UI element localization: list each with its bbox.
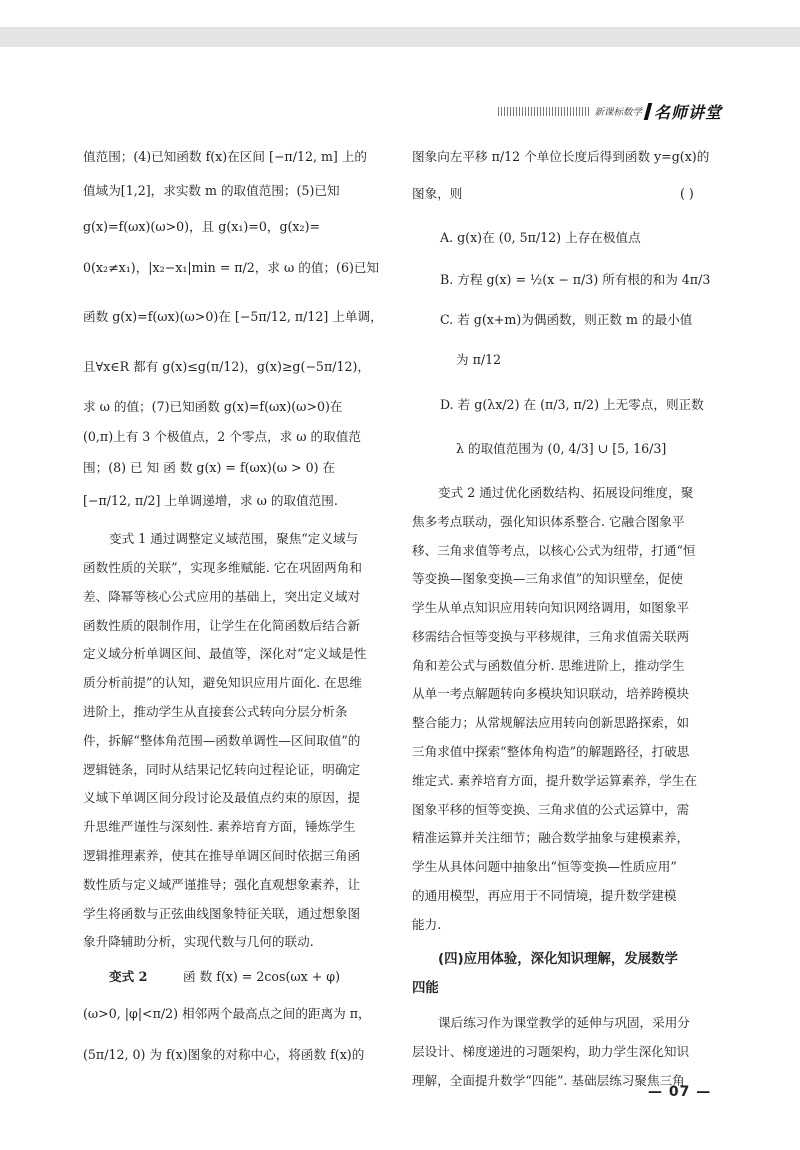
- text-line: (0,π)上有 3 个极值点，2 个零点，求 ω 的取值范: [83, 429, 361, 444]
- top-band: [0, 27, 800, 47]
- text-line: 围；(8) 已 知 函 数 g(x) = f(ωx)(ω > 0) 在: [83, 460, 336, 475]
- header-title: 名师讲堂: [653, 102, 722, 122]
- text-line: 焦多考点联动，强化知识体系整合. 它融合图象平: [412, 514, 685, 529]
- text-line: 函 数 f(x) = 2cos(ωx + φ): [183, 969, 341, 984]
- text-line: (ω>0, |φ|<π/2) 相邻两个最高点之间的距离为 π，: [83, 1006, 371, 1021]
- text-line: 定义域分析单调区间、最值等，深化对“定义域是性: [83, 646, 367, 661]
- text-line: 学生从具体问题中抽象出“恒等变换—性质应用”: [412, 859, 677, 874]
- variant-label: 变式 2: [109, 969, 148, 984]
- option-a: A. g(x)在 (0, 5π/12) 上存在极值点: [440, 230, 641, 245]
- text-line: 移需结合恒等变换与平移规律，三角求值需关联两: [412, 629, 690, 644]
- text-line: 函数 g(x)=f(ωx)(ω>0)在 [−5π/12, π/12] 上单调，: [83, 309, 383, 324]
- text-line: 角和差公式与函数值分析. 思维进阶上，推动学生: [412, 658, 685, 673]
- text-line: 0(x₂≠x₁)，|x₂−x₁|min = π/2，求 ω 的值；(6)已知: [83, 260, 380, 275]
- text-line: 层设计、梯度递进的习题架构，助力学生深化知识: [412, 1044, 690, 1059]
- text-line: 课后练习作为课堂教学的延伸与巩固，采用分: [438, 1015, 690, 1030]
- text-line: 件，拆解“整体角范围—函数单调性—区间取值”的: [83, 733, 361, 748]
- text-line: 的通用模型，再应用于不同情境，提升数学建模: [412, 888, 677, 903]
- text-line: 移、三角求值等考点，以核心公式为纽带，打通“恒: [412, 543, 696, 558]
- running-header: [498, 100, 722, 122]
- text-line: 图象，则: [412, 186, 463, 201]
- text-line: 函数性质的限制作用，让学生在化简函数后结合新: [83, 618, 361, 633]
- page-number: — 07 —: [648, 1084, 712, 1100]
- header-divider: [644, 103, 653, 120]
- text-line: 能力.: [412, 917, 442, 932]
- section-heading-cont: 四能: [412, 981, 439, 996]
- text-line: 整合能力；从常规解法应用转向创新思路探索，如: [412, 715, 690, 730]
- text-line: 函数性质的关联”，实现多维赋能. 它在巩固两角和: [83, 560, 362, 575]
- text-line: 升思维严谨性与深刻性. 素养培育方面，锤炼学生: [83, 819, 356, 834]
- text-line: 图象向左平移 π/12 个单位长度后得到函数 y=g(x)的: [412, 149, 710, 164]
- text-line: 从单一考点解题转向多模块知识联动，培养跨模块: [412, 686, 690, 701]
- text-line: 逻辑链条，同时从结果记忆转向过程论证，明确定: [83, 762, 361, 777]
- text-line: 进阶上，推动学生从直接套公式转向分层分析条: [83, 704, 348, 719]
- text-line: 变式 2 通过优化函数结构、拓展设问维度，聚: [438, 485, 694, 500]
- answer-blank: ( ): [680, 186, 694, 201]
- text-line: 值范围；(4)已知函数 f(x)在区间 [−π/12, m] 上的: [83, 149, 368, 164]
- text-line: 质分析前提”的认知，避免知识应用片面化. 在思维: [83, 675, 362, 690]
- text-line: [−π/12, π/2] 上单调递增，求 ω 的取值范围.: [83, 493, 338, 508]
- text-line: 逻辑推理素养，使其在推导单调区间时依据三角函: [83, 848, 361, 863]
- text-line: 精准运算并关注细节；融合数学抽象与建模素养，: [412, 830, 690, 845]
- text-line: 差、降幂等核心公式应用的基础上，突出定义域对: [83, 589, 361, 604]
- option-b: B. 方程 g(x) = ½(x − π/3) 所有根的和为 4π/3: [440, 272, 711, 287]
- text-line: 等变换—图象变换—三角求值”的知识壁垒，促使: [412, 571, 683, 586]
- text-line: 值域为[1,2]，求实数 m 的取值范围；(5)已知: [83, 183, 340, 198]
- text-line: 理解，全面提升数学“四能”. 基础层练习聚焦三角: [412, 1073, 685, 1088]
- text-line: 数性质与定义域严谨推导；强化直观想象素养，让: [83, 877, 361, 892]
- option-c-cont: 为 π/12: [456, 352, 502, 367]
- header-hatch-decoration: [498, 107, 590, 116]
- text-line: 求 ω 的值；(7)已知函数 g(x)=f(ωx)(ω>0)在: [83, 399, 343, 414]
- text-line: 图象平移的恒等变换、三角求值的公式运算中，需: [412, 802, 690, 817]
- text-line: 三角求值中探索“整体角构造”的解题路径，打破思: [412, 744, 690, 759]
- text-line: 变式 1 通过调整定义域范围，聚焦“定义域与: [109, 531, 359, 546]
- text-line: 义域下单调区间分段讨论及最值点约束的原因，提: [83, 790, 361, 805]
- text-line: g(x)=f(ωx)(ω>0)，且 g(x₁)=0，g(x₂)=: [83, 219, 321, 234]
- text-line: (5π/12, 0) 为 f(x)图象的对称中心，将函数 f(x)的: [83, 1047, 365, 1062]
- text-line: 学生从单点知识应用转向知识网络调用，如图象平: [412, 600, 690, 615]
- option-d-cont: λ 的取值范围为 (0, 4/3] ∪ [5, 16/3]: [456, 441, 667, 456]
- text-line: 维定式. 素养培育方面，提升数学运算素养，学生在: [412, 773, 698, 788]
- option-d: D. 若 g(λx/2) 在 (π/3, π/2) 上无零点，则正数: [440, 397, 704, 412]
- option-c: C. 若 g(x+m)为偶函数，则正数 m 的最小值: [440, 312, 693, 327]
- section-heading: (四)应用体验，深化知识理解，发展数学: [438, 952, 678, 967]
- text-line: 学生将函数与正弦曲线图象特征关联，通过想象图: [83, 906, 361, 921]
- text-line: 且∀x∈R 都有 g(x)≤g(π/12)，g(x)≥g(−5π/12)，: [83, 359, 370, 374]
- text-line: 象升降辅助分析，实现代数与几何的联动.: [83, 934, 314, 949]
- header-subtitle: 新课标数学: [594, 107, 642, 118]
